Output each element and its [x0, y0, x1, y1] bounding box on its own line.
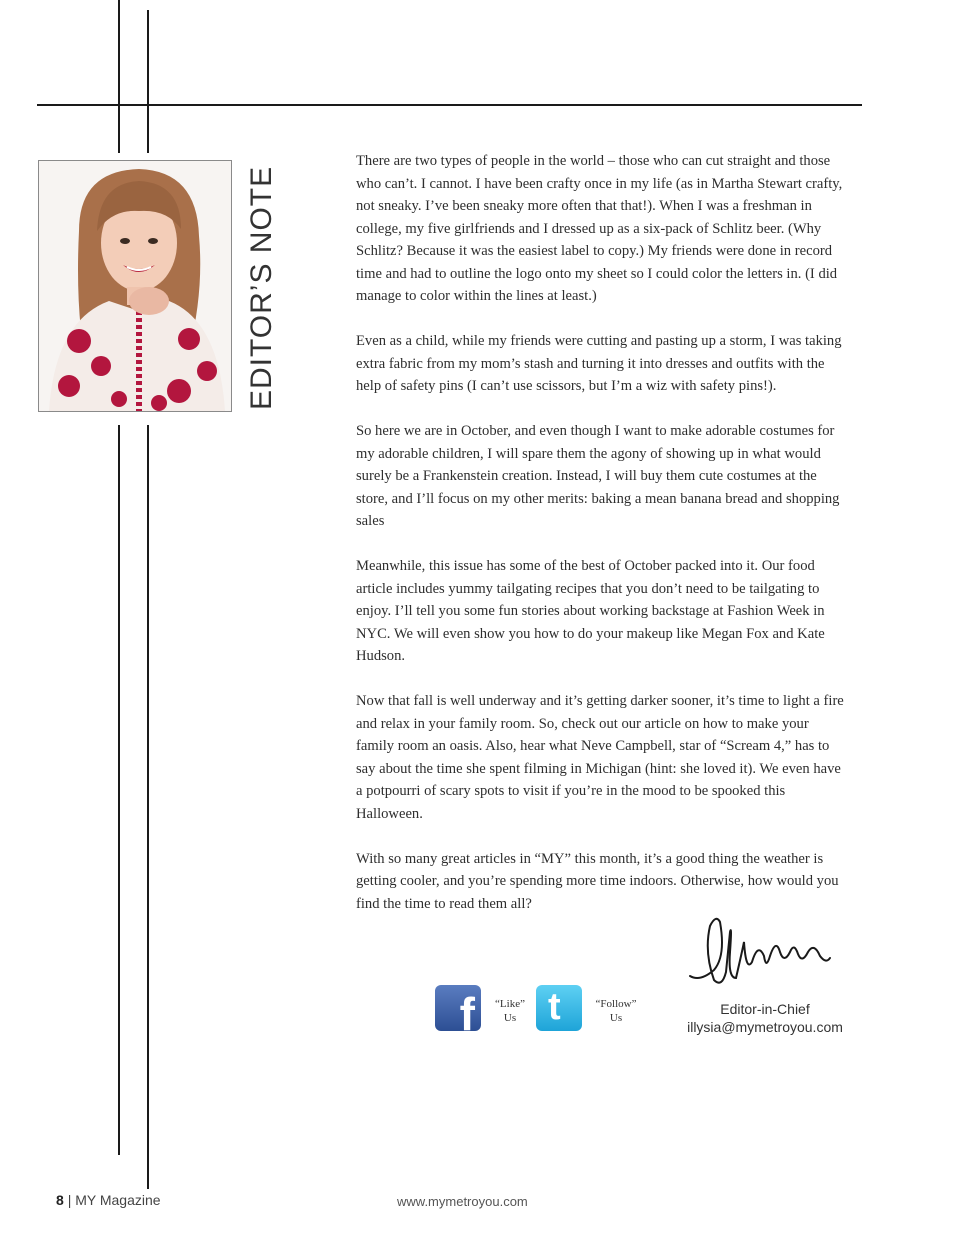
magazine-name: MY Magazine	[75, 1192, 161, 1208]
signoff-title: Editor-in-Chief	[720, 1001, 810, 1017]
editor-signature	[680, 912, 840, 997]
footer-separator: |	[67, 1192, 72, 1208]
facebook-link[interactable]	[435, 985, 533, 1031]
twitter-icon[interactable]: t	[536, 985, 582, 1031]
page-footer	[56, 1192, 161, 1208]
paragraph: Even as a child, while my friends were cutting and pasting up a storm, I was taking extra fabric from my mom’s stash and turning it into dresses and outfits with the help of safety pins (I can’t use scissors, but I’m a wiz with safety pins!).	[356, 333, 842, 394]
vertical-rule-right-top	[147, 10, 149, 153]
paragraph: So here we are in October, and even though I want to make adorable costumes for my adorable children, I will spare them the agony of showing up in what would surely be a Frankenstein creation. Instead, I will buy them cute costumes at the store, and I’ll focus on my other merits: baking a mean banana bread and shopping sales	[356, 423, 840, 529]
paragraph: Meanwhile, this issue has some of the best of October packed into it. Our food article includes yummy tailgating recipes that you don’t need to be tailgating to enjoy. I’ll tell you some fun stories about working backstage at Fashion Week in NYC. We will even show you how to do your makeup like Megan Fox and Kate Hudson.	[356, 558, 825, 664]
page-number: 8	[56, 1192, 64, 1208]
paragraph: With so many great articles in “MY” this month, it’s a good thing the weather is getting cooler, and you’re spending more time indoors. Otherwise, how would you find the time to read them all?	[356, 850, 839, 912]
vertical-rule-right-bottom	[147, 425, 149, 1189]
facebook-caption: “Like” Us	[495, 998, 525, 1024]
section-title: EDITOR’S NOTE	[245, 165, 278, 410]
article-body	[356, 150, 848, 938]
paragraph: There are two types of people in the world – those who can cut straight and those who can’t. I cannot. I have been crafty once in my life (as in Martha Stewart crafty, not sneaky. I’ve been sneaky more often that that!). When I was a freshman in college, my five girlfriends and I dressed up as a six-pack of Schlitz beer. (Why Schlitz? Because it was the easiest label to copy.) My friends were done in record time and had to outline the logo onto my sheet so I could color the letters in. (I did manage to color within the lines at least.)	[356, 153, 843, 304]
facebook-icon[interactable]: f	[435, 985, 481, 1031]
editor-portrait	[38, 160, 232, 412]
vertical-rule-left-bottom	[118, 425, 120, 1155]
vertical-rule-left-top	[118, 0, 120, 153]
footer-url[interactable]: www.mymetroyou.com	[397, 1194, 528, 1209]
signoff-email[interactable]: illysia@mymetroyou.com	[687, 1019, 843, 1035]
header-rule	[37, 104, 862, 106]
signoff	[680, 1000, 850, 1036]
twitter-caption: “Follow” Us	[595, 998, 637, 1024]
paragraph: Now that fall is well underway and it’s getting darker sooner, it’s time to light a fire and relax in your family room. So, check out our article on how to make your family room an oasis. Also, hear what Neve Campbell, star of “Scream 4,” has to say about the time she spent filming in Michigan (hint: she loved it). We even have a potpourri of scary spots to visit if you’re in the mood to be spooked this Halloween.	[356, 693, 844, 822]
twitter-link[interactable]	[536, 985, 646, 1031]
